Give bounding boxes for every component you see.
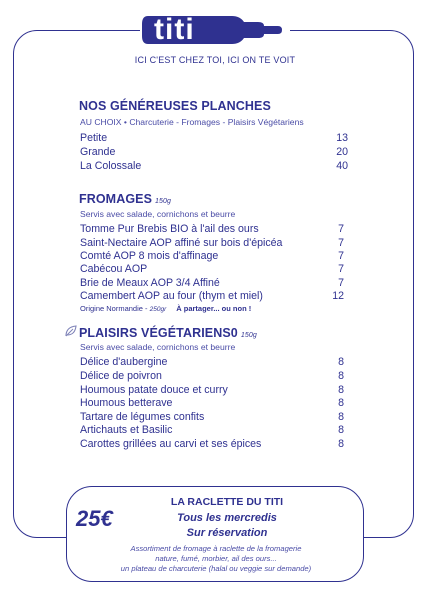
fromages-subtitle: Servis avec salade, cornichons et beurre	[80, 209, 236, 219]
list-item: Petite 13	[80, 132, 348, 144]
fromages-note: Origine Normandie - 250gr À partager... ou non !	[80, 304, 252, 313]
vegetariens-subtitle: Servis avec salade, cornichons et beurre	[80, 342, 236, 352]
list-item: Grande 20	[80, 146, 348, 158]
raclette-desc-1: Assortiment de fromage à raclette de la fromagerie	[130, 544, 302, 553]
section-title-fromages: FROMAGES 150g	[79, 192, 172, 206]
list-item: La Colossale 40	[80, 160, 348, 172]
raclette-line-2: Sur réservation	[186, 527, 268, 539]
list-item: Délice d'aubergine 8	[80, 356, 344, 368]
list-item: Tomme Pur Brebis BIO à l'ail des ours 7	[80, 223, 344, 235]
list-item: Brie de Meaux AOP 3/4 Affiné 7	[80, 277, 344, 289]
list-item: Cabécou AOP 7	[80, 263, 344, 275]
raclette-price: 25€	[76, 506, 113, 531]
list-item: Carottes grillées au carvi et ses épices 8	[80, 438, 344, 450]
logo-text: titi	[154, 13, 195, 46]
list-item: Délice de poivron 8	[80, 370, 344, 382]
list-item: Comté AOP 8 mois d'affinage 7	[80, 250, 344, 262]
list-item: Saint-Nectaire AOP affiné sur bois d'épicéa 7	[80, 237, 344, 249]
leaf-icon	[64, 324, 78, 338]
wine-bottle-logo-icon	[140, 8, 290, 48]
section-title-planches: NOS GÉNÉREUSES PLANCHES	[79, 99, 271, 113]
raclette-title: LA RACLETTE DU TITI	[170, 496, 284, 508]
raclette-desc-3: un plateau de charcuterie (halal ou veggie sur demande)	[120, 564, 312, 573]
section-title-vegetariens: PLAISIRS VÉGÉTARIENS0 150g	[79, 326, 257, 340]
header	[0, 0, 430, 76]
tagline: ICI C'EST CHEZ TOI, ICI ON TE VOIT	[0, 55, 430, 65]
list-item: Tartare de légumes confits 8	[80, 411, 344, 423]
list-item: Houmous betterave 8	[80, 397, 344, 409]
list-item: Camembert AOP au four (thym et miel) 12	[80, 290, 344, 302]
list-item: Artichauts et Basilic 8	[80, 424, 344, 436]
planches-subtitle: AU CHOIX • Charcuterie - Fromages - Plaisirs Végétariens	[80, 117, 304, 127]
raclette-line-1: Tous les mercredis	[177, 512, 277, 524]
list-item: Houmous patate douce et curry 8	[80, 384, 344, 396]
raclette-desc-2: nature, fumé, morbier, ail des ours...	[155, 554, 277, 563]
